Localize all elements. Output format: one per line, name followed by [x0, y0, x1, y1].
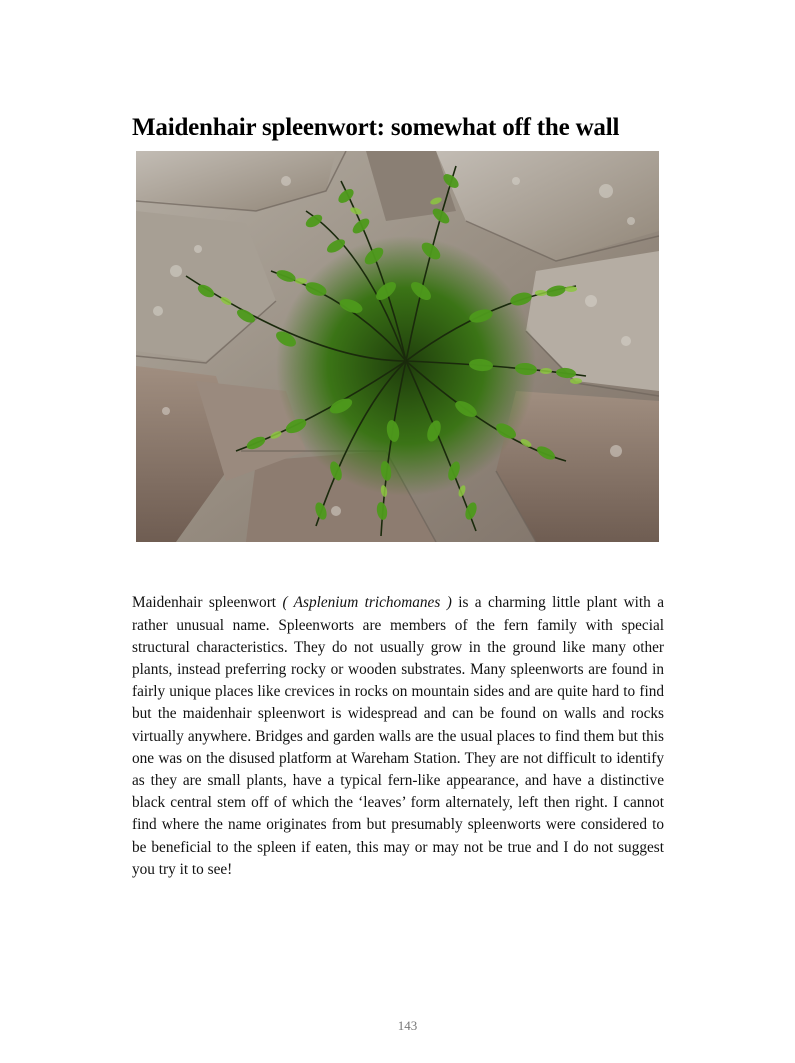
body-rest: is a charming little plant with a rather unusual name. Spleenworts are members of the fern family with special structural characteristics. They do not usually grow in the ground like many other plants, instead preferring rocky or wooden substrates. Many spleenworts are found in fairly unique places like crevices in rocks on mountain sides and are quite hard to find but the maidenhair spleenwort is widespread and can be found on walls and rocks virtually anywhere. Bridges and garden walls are the usual places to find them but this one was on the disused platform at Wareham Station. They are not difficult to identify as they are small plants, have a typical fern-like appearance, and have a distinctive black central stem off of which the ‘leaves’ form alternately, left then right. I cannot find where the name originates from but presumably spleenworts were considered to be beneficial to the spleen if eaten, this may or may not be true and I do not suggest you try it to see! [132, 594, 665, 878]
page-number: 143 [397, 1018, 418, 1033]
article-body [132, 592, 664, 881]
fern-on-stone-wall-photo [136, 151, 659, 542]
body-lead: Maidenhair spleenwort [132, 594, 283, 612]
page-title: Maidenhair spleenwort: somewhat off the wall [132, 113, 620, 141]
scientific-name: ( Asplenium trichomanes ) [282, 594, 452, 612]
